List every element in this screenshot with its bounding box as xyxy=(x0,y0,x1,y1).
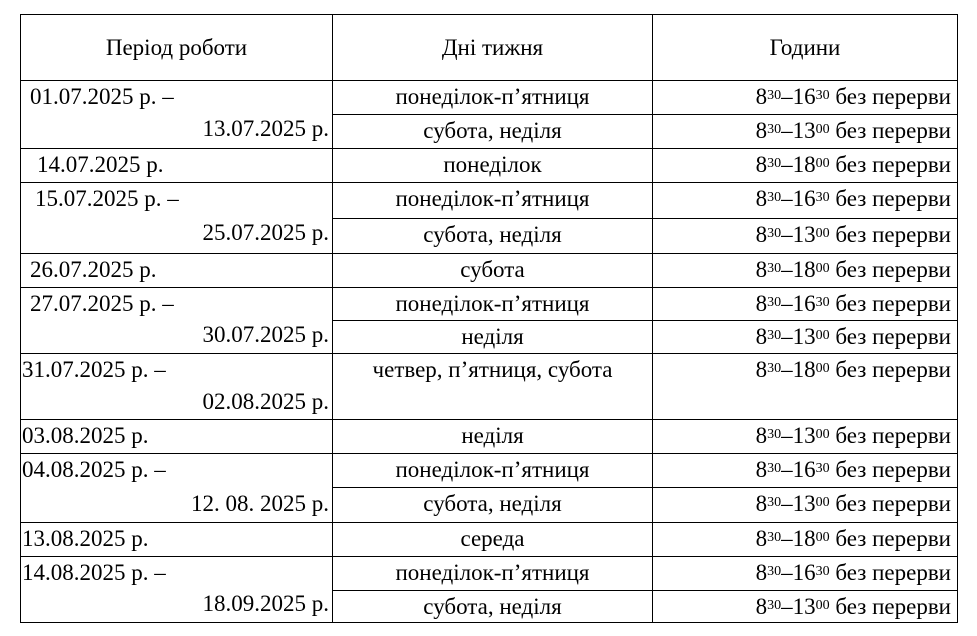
period-start: 15.07.2025 р. – xyxy=(35,186,179,211)
end-minute: 00 xyxy=(815,261,830,276)
period-start: 14.07.2025 р. xyxy=(37,152,164,177)
table-row xyxy=(21,183,958,219)
days-cell: субота, неділя xyxy=(333,219,653,254)
days-cell: субота, неділя xyxy=(333,115,653,149)
period-end: 30.07.2025 р. xyxy=(202,322,329,347)
hours-note: без перерви xyxy=(835,457,951,482)
hours-cell xyxy=(653,254,958,288)
end-minute: 00 xyxy=(815,530,830,545)
end-hour: 13 xyxy=(792,324,816,349)
hours-text: $8^{30}-18^{00}$ без перерви xyxy=(755,526,951,551)
end-hour: 18 xyxy=(792,257,816,282)
hours-cell xyxy=(653,591,958,623)
end-minute: 00 xyxy=(815,122,830,137)
hours-cell xyxy=(653,354,958,420)
start-minute: 30 xyxy=(767,328,782,343)
hours-cell xyxy=(653,219,958,254)
start-hour: 8 xyxy=(755,457,768,482)
table-row xyxy=(21,81,958,115)
hours-text: $8^{30}-18^{00}$ без перерви xyxy=(755,257,951,282)
end-hour: 16 xyxy=(792,186,816,211)
start-minute: 30 xyxy=(767,564,782,579)
hours-text: $8^{30}-16^{30}$ без перерви xyxy=(755,84,951,109)
end-minute: 00 xyxy=(815,156,830,171)
end-hour: 16 xyxy=(792,84,816,109)
hours-text: $8^{30}-16^{30}$ без перерви xyxy=(755,560,951,585)
period-end: 25.07.2025 р. xyxy=(202,220,329,245)
start-minute: 30 xyxy=(767,122,782,137)
period-cell xyxy=(21,557,333,623)
days-cell: субота xyxy=(333,254,653,288)
end-minute: 00 xyxy=(815,361,830,376)
start-hour: 8 xyxy=(755,118,768,143)
end-hour: 18 xyxy=(792,152,816,177)
hours-note: без перерви xyxy=(835,186,951,211)
end-minute: 30 xyxy=(815,190,830,205)
period-end: 02.08.2025 р. xyxy=(202,389,329,414)
start-hour: 8 xyxy=(755,491,768,516)
start-minute: 30 xyxy=(767,495,782,510)
end-hour: 18 xyxy=(792,357,816,382)
hours-text: $8^{30}-16^{30}$ без перерви xyxy=(755,457,951,482)
start-minute: 30 xyxy=(767,190,782,205)
hours-text: $8^{30}-13^{00}$ без перерви xyxy=(755,324,951,349)
days-cell: понеділок-п’ятниця xyxy=(333,183,653,219)
hours-note: без перерви xyxy=(835,594,951,619)
start-hour: 8 xyxy=(755,186,768,211)
period-cell xyxy=(21,488,333,523)
hours-cell xyxy=(653,557,958,591)
table-row xyxy=(21,454,958,488)
start-minute: 30 xyxy=(767,598,782,613)
end-minute: 00 xyxy=(815,495,830,510)
start-minute: 30 xyxy=(767,361,782,376)
hours-text: $8^{30}-16^{30}$ без перерви xyxy=(755,291,951,316)
table-row xyxy=(21,288,958,321)
end-hour: 16 xyxy=(792,560,816,585)
days-cell: четвер, п’ятниця, субота xyxy=(333,354,653,420)
period-start: 31.07.2025 р. – xyxy=(22,357,166,382)
hours-text: $8^{30}-13^{00}$ без перерви xyxy=(755,423,951,448)
start-hour: 8 xyxy=(755,594,768,619)
start-minute: 30 xyxy=(767,530,782,545)
end-hour: 16 xyxy=(792,457,816,482)
days-cell: понеділок-п’ятниця xyxy=(333,557,653,591)
period-cell xyxy=(21,183,333,254)
start-minute: 30 xyxy=(767,461,782,476)
end-hour: 16 xyxy=(792,291,816,316)
end-minute: 00 xyxy=(815,427,830,442)
table-row xyxy=(21,523,958,557)
header-hours: Години xyxy=(653,15,958,81)
days-cell: неділя xyxy=(333,321,653,354)
end-minute: 30 xyxy=(815,295,830,310)
hours-text: $8^{30}-13^{00}$ без перерви xyxy=(755,222,951,247)
hours-note: без перерви xyxy=(835,526,951,551)
period-end: 18.09.2025 р. xyxy=(202,591,329,616)
days-cell: понеділок xyxy=(333,149,653,183)
table-row xyxy=(21,254,958,288)
period-cell xyxy=(21,254,333,288)
days-cell: субота, неділя xyxy=(333,488,653,523)
start-hour: 8 xyxy=(755,222,768,247)
period-cell xyxy=(21,81,333,149)
end-minute: 30 xyxy=(815,564,830,579)
period-start: 27.07.2025 р. – xyxy=(30,291,174,316)
start-hour: 8 xyxy=(755,526,768,551)
start-hour: 8 xyxy=(755,84,768,109)
period-cell xyxy=(21,149,333,183)
end-minute: 00 xyxy=(815,226,830,241)
hours-cell xyxy=(653,149,958,183)
end-minute: 00 xyxy=(815,598,830,613)
hours-cell xyxy=(653,183,958,219)
end-hour: 18 xyxy=(792,526,816,551)
start-hour: 8 xyxy=(755,357,768,382)
days-cell: субота, неділя xyxy=(333,591,653,623)
period-start: 14.08.2025 р. – xyxy=(22,560,166,585)
period-start: 01.07.2025 р. – xyxy=(30,84,174,109)
start-minute: 30 xyxy=(767,156,782,171)
header-days: Дні тижня xyxy=(333,15,653,81)
hours-cell xyxy=(653,488,958,523)
header-row xyxy=(21,15,958,81)
days-cell: понеділок-п’ятниця xyxy=(333,454,653,488)
end-hour: 13 xyxy=(792,222,816,247)
hours-text: $8^{30}-13^{00}$ без перерви xyxy=(755,594,951,619)
hours-note: без перерви xyxy=(835,560,951,585)
period-cell xyxy=(21,288,333,354)
end-hour: 13 xyxy=(792,594,816,619)
hours-note: без перерви xyxy=(835,324,951,349)
days-cell: понеділок-п’ятниця xyxy=(333,81,653,115)
end-minute: 30 xyxy=(815,461,830,476)
period-start: 26.07.2025 р. xyxy=(30,257,157,282)
table-row xyxy=(21,557,958,591)
schedule-table xyxy=(20,14,958,623)
end-hour: 13 xyxy=(792,423,816,448)
period-cell xyxy=(21,420,333,454)
hours-cell xyxy=(653,81,958,115)
start-minute: 30 xyxy=(767,88,782,103)
table-row xyxy=(21,420,958,454)
start-minute: 30 xyxy=(767,295,782,310)
hours-cell xyxy=(653,454,958,488)
hours-note: без перерви xyxy=(835,152,951,177)
hours-cell xyxy=(653,288,958,321)
start-hour: 8 xyxy=(755,257,768,282)
hours-text: $8^{30}-13^{00}$ без перерви xyxy=(755,491,951,516)
period-end: 13.07.2025 р. xyxy=(202,116,329,141)
period-end: 12. 08. 2025 р. xyxy=(191,490,329,516)
end-minute: 30 xyxy=(815,88,830,103)
hours-cell xyxy=(653,523,958,557)
hours-note: без перерви xyxy=(835,222,951,247)
hours-note: без перерви xyxy=(835,118,951,143)
period-cell xyxy=(21,523,333,557)
end-hour: 13 xyxy=(792,491,816,516)
start-hour: 8 xyxy=(755,291,768,316)
hours-text: $8^{30}-13^{00}$ без перерви xyxy=(755,118,951,143)
hours-note: без перерви xyxy=(835,291,951,316)
start-hour: 8 xyxy=(755,423,768,448)
start-minute: 30 xyxy=(767,261,782,276)
hours-note: без перерви xyxy=(835,84,951,109)
start-hour: 8 xyxy=(755,560,768,585)
hours-note: без перерви xyxy=(835,257,951,282)
table-row xyxy=(21,149,958,183)
period-start: 03.08.2025 р. xyxy=(22,423,149,448)
hours-note: без перерви xyxy=(835,491,951,516)
start-hour: 8 xyxy=(755,152,768,177)
hours-note: без перерви xyxy=(835,357,951,382)
hours-text: $8^{30}-16^{30}$ без перерви xyxy=(755,186,951,211)
period-start: 13.08.2025 р. xyxy=(22,526,149,551)
hours-cell xyxy=(653,420,958,454)
header-period: Період роботи xyxy=(21,15,333,81)
hours-cell xyxy=(653,321,958,354)
table-row xyxy=(21,488,958,523)
period-start: 04.08.2025 р. – xyxy=(22,457,166,482)
end-hour: 13 xyxy=(792,118,816,143)
days-cell: неділя xyxy=(333,420,653,454)
period-cell xyxy=(21,454,333,488)
hours-text: $8^{30}-18^{00}$ без перерви xyxy=(755,357,951,382)
start-minute: 30 xyxy=(767,226,782,241)
start-minute: 30 xyxy=(767,427,782,442)
end-minute: 00 xyxy=(815,328,830,343)
table-row xyxy=(21,354,958,420)
hours-cell xyxy=(653,115,958,149)
hours-note: без перерви xyxy=(835,423,951,448)
days-cell: понеділок-п’ятниця xyxy=(333,288,653,321)
days-cell: середа xyxy=(333,523,653,557)
start-hour: 8 xyxy=(755,324,768,349)
period-cell xyxy=(21,354,333,420)
hours-text: $8^{30}-18^{00}$ без перерви xyxy=(755,152,951,177)
